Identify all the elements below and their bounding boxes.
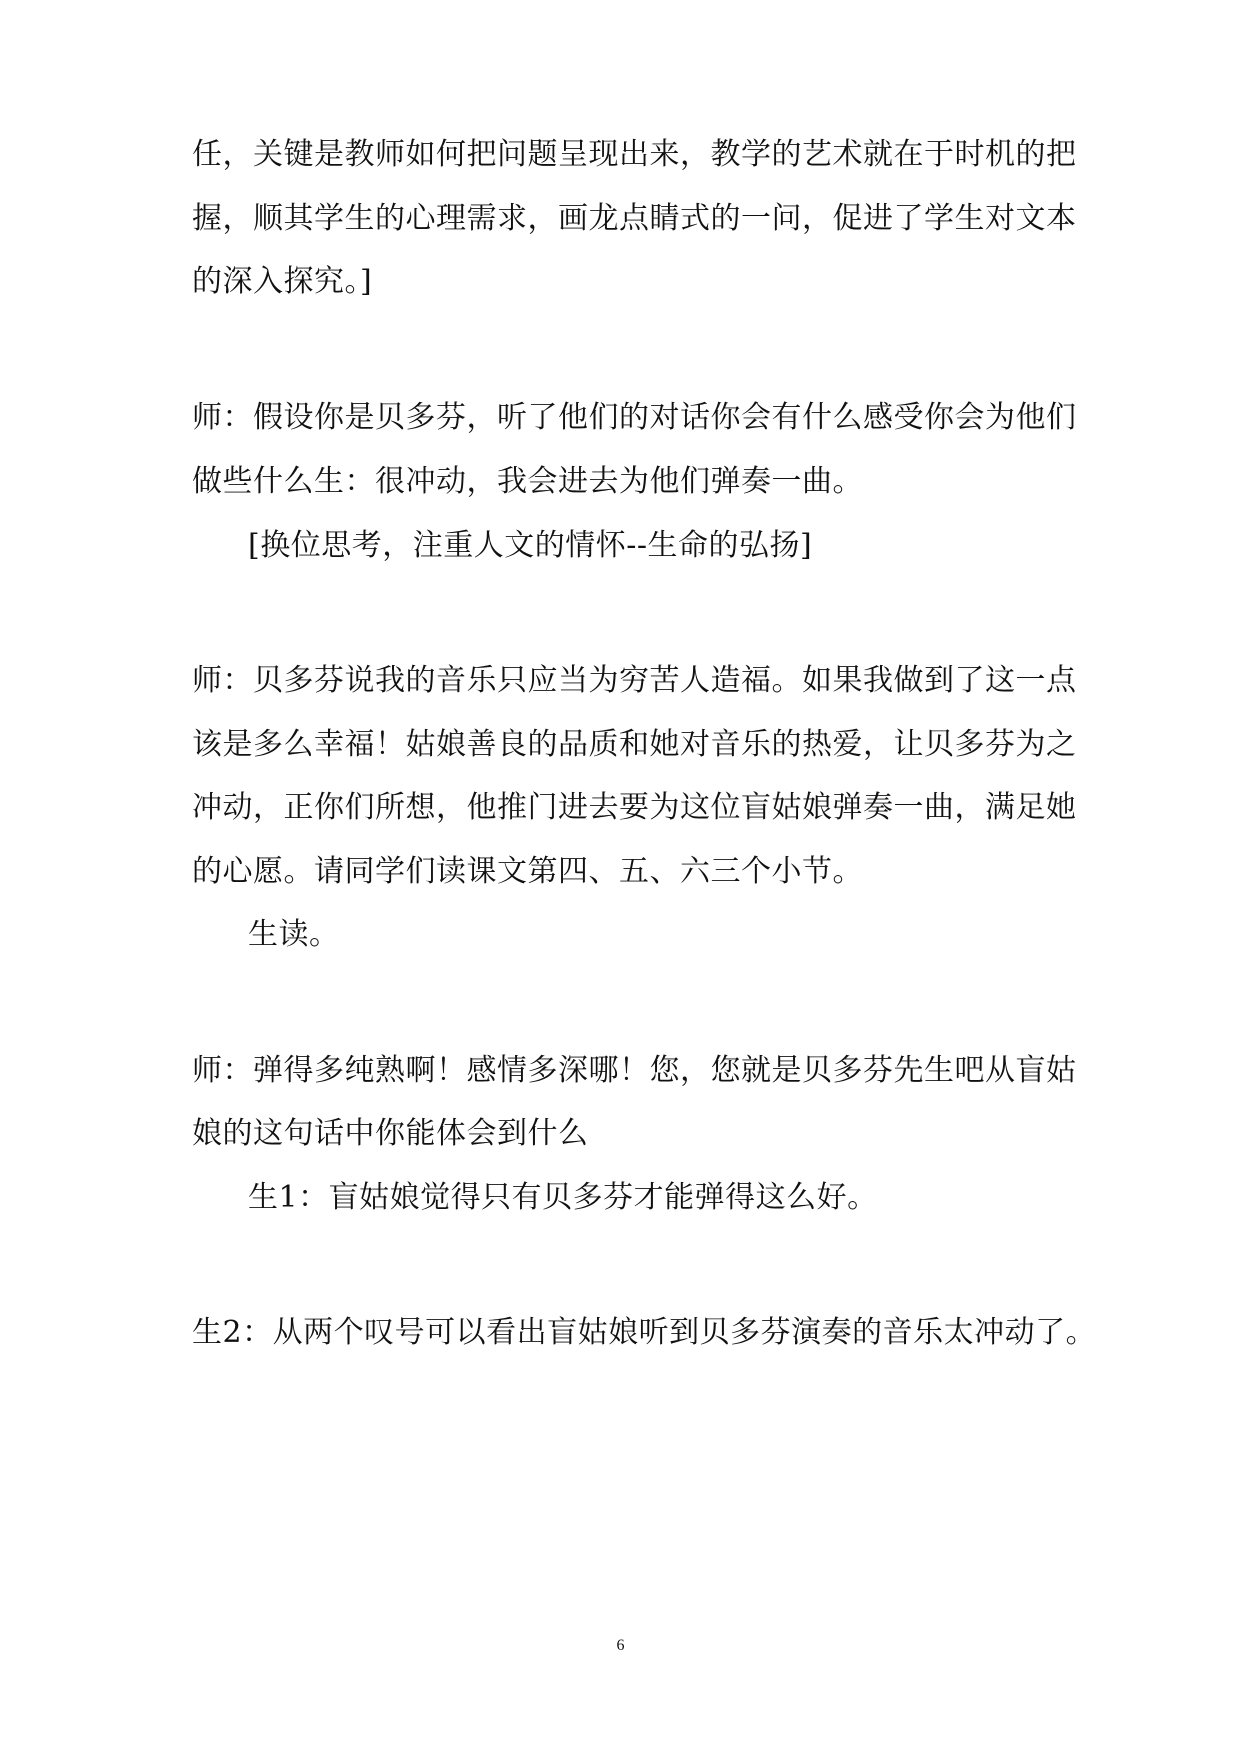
text-line-12: 师：弹得多纯熟啊！感情多深哪！您，您就是贝多芬先生吧从盲姑 [192,1053,1077,1088]
text-line-13: 娘的这句话中你能体会到什么 [192,1116,589,1151]
text-line-5: 做些什么生：很冲动，我会进去为他们弹奏一曲。 [192,464,863,499]
text-line-4: 师：假设你是贝多芬，听了他们的对话你会有什么感受你会为他们 [192,400,1077,435]
text-line-2: 握，顺其学生的心理需求，画龙点睛式的一问，促进了学生对文本 [192,201,1077,236]
text-line-9: 冲动，正你们所想，他推门进去要为这位盲姑娘弹奏一曲，满足她 [192,790,1077,825]
text-line-10: 的心愿。请同学们读课文第四、五、六三个小节。 [192,854,863,889]
text-line-15: 生2：从两个叹号可以看出盲姑娘听到贝多芬演奏的音乐太冲动了。 [192,1315,1097,1350]
text-line-14: 生1：盲姑娘觉得只有贝多芬才能弹得这么好。 [248,1180,878,1215]
text-line-1: 任，关键是教师如何把问题呈现出来，教学的艺术就在于时机的把 [192,137,1077,172]
text-line-6: [换位思考，注重人文的情怀--生命的弘扬] [248,528,813,563]
page-number: 6 [616,1637,625,1654]
text-line-3: 的深入探究。] [192,264,373,299]
text-line-7: 师：贝多芬说我的音乐只应当为穷苦人造福。如果我做到了这一点 [192,663,1077,698]
text-line-8: 该是多么幸福！姑娘善良的品质和她对音乐的热爱，让贝多芬为之 [192,727,1077,762]
text-line-11: 生读。 [248,917,340,952]
